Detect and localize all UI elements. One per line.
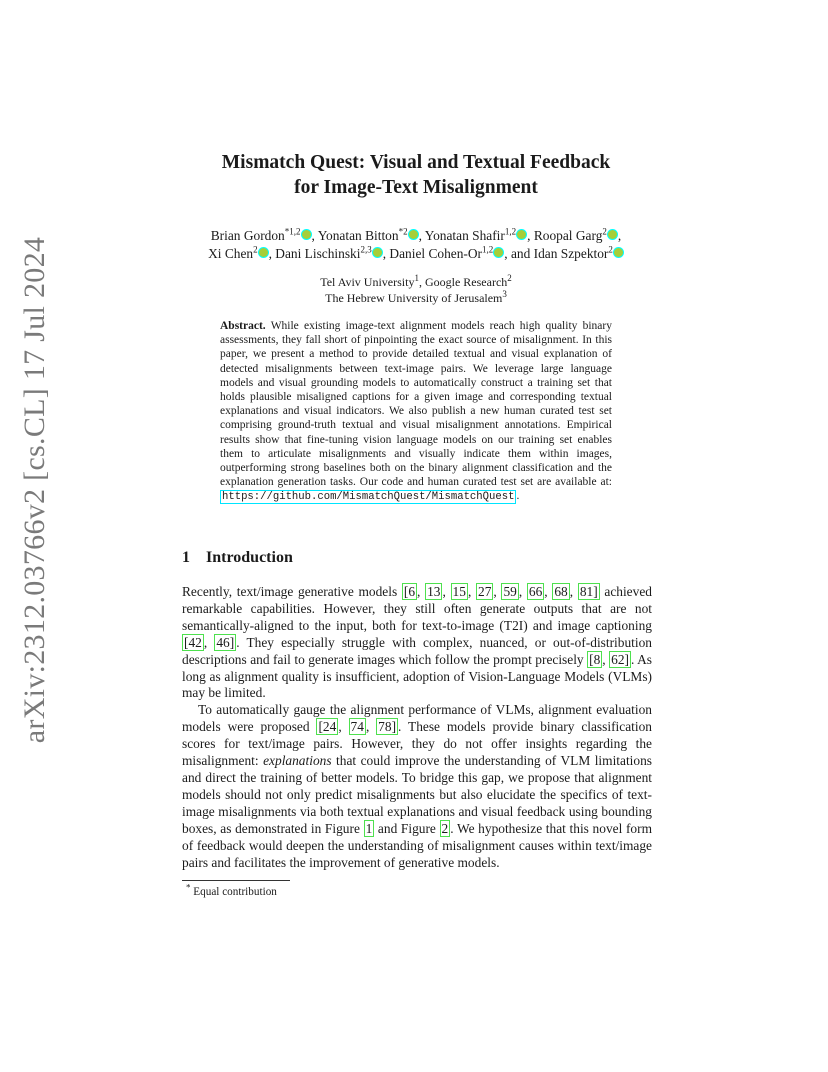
citation-link[interactable]: [6 bbox=[403, 584, 416, 599]
footnote-rule bbox=[182, 880, 290, 881]
paragraph: Recently, text/image generative models [6 , 13 , 15 , 27 , 59 , 66 , 68 , 81] achieved remarkable capabilities. However, they still often generate outputs that are not semantically-aligned to the input, both for text-to-image (T2I) and image captioning [42 , 46] . They especially struggle with complex, nuanced, or out-of-distribution descriptions and fail to generate images which follow the prompt precisely [8 , 62] . As long as alignment quality is insufficient, adoption of Vision-Language Models (VLMs) may be limited. bbox=[182, 584, 652, 701]
author-list: Brian Gordon$^{*1,2}$ , Yonatan Bitton$^{*2}$ , Yonatan Shafir$^{1,2}$ , Roopal Garg$^2$ , Xi Chen$^2$ , Dani Lischinski$^{2,3}$ , Daniel Cohen-Or$^{1,2}$ , and Idan Szpektor$^2$ bbox=[208, 226, 622, 261]
emphasis-text: explanations bbox=[263, 753, 332, 769]
title-line-2: for Image-Text Misalignment bbox=[294, 177, 538, 198]
abstract-label: Abstract. bbox=[220, 320, 266, 332]
author-name: and Idan Szpektor bbox=[510, 246, 609, 261]
citation-link[interactable]: 78] bbox=[378, 719, 397, 735]
footnote-mark: * bbox=[186, 882, 191, 893]
orcid-icon[interactable] bbox=[373, 248, 382, 257]
author-name: Brian Gordon bbox=[210, 228, 285, 243]
citation-link[interactable]: 13 bbox=[427, 584, 441, 599]
orcid-icon[interactable] bbox=[259, 248, 268, 257]
figure-link[interactable]: 1 bbox=[365, 820, 373, 836]
author-name: Daniel Cohen-Or bbox=[389, 246, 483, 261]
citation-link[interactable]: 59 bbox=[503, 584, 517, 599]
text-run: achieved remarkable capabilities. However, they still often generate outputs that are not semantically-aligned to the input, both for text-to-image (T2I) and image captioning bbox=[182, 584, 652, 633]
citation-link[interactable]: 74 bbox=[350, 719, 364, 735]
citation-link[interactable]: 66 bbox=[528, 584, 543, 599]
author-name: Xi Chen bbox=[208, 246, 254, 261]
title-line-1: Mismatch Quest: Visual and Textual Feedback bbox=[221, 152, 611, 173]
author-superscript: 1,2 bbox=[504, 226, 517, 237]
footnote-text: Equal contribution bbox=[193, 886, 277, 898]
author-superscript: *2 bbox=[398, 226, 408, 237]
abstract bbox=[220, 319, 612, 505]
affiliation-huji: The Hebrew University of Jerusalem bbox=[325, 291, 503, 305]
text-run: Recently, text/image generative models bbox=[182, 584, 402, 599]
affiliation-superscript: 3 bbox=[502, 289, 507, 299]
citation-link[interactable]: 62] bbox=[611, 651, 629, 667]
text-run: . As long as alignment quality is insufficient, adoption of Vision-Language Models (VLMs) may be limited. bbox=[182, 651, 652, 701]
arxiv-side-stamp: arXiv:2312.03766v2 [cs.CL] 17 Jul 2024 bbox=[18, 236, 51, 744]
orcid-icon[interactable] bbox=[409, 230, 418, 239]
section-heading bbox=[182, 549, 652, 567]
citation-link[interactable]: [42 bbox=[184, 634, 202, 650]
citation-link[interactable]: 27 bbox=[478, 584, 492, 599]
orcid-icon[interactable] bbox=[517, 230, 526, 239]
orcid-icon[interactable] bbox=[302, 230, 311, 239]
affiliations bbox=[200, 274, 632, 306]
orcid-icon[interactable] bbox=[614, 248, 623, 257]
citation-link[interactable]: 68 bbox=[554, 584, 568, 599]
author-name: Yonatan Shafir bbox=[424, 228, 505, 243]
text-run: . These models provide binary classification scores for text/image pairs. However, they do not offer insights regarding the misalignment: bbox=[182, 719, 652, 769]
abstract-text: While existing image-text alignment models reach high quality binary assessments, they fall short of pinpointing the exact source of misalignment. In this paper, we present a method to provide detailed textual and visual explanation of detected misalignments between text-image pairs. We leverage large language models and visual grounding models to automatically construct a training set that holds plausible misaligned captions for a given image and corresponding textual explanations and visual indicators. We also publish a new human curated test set comprising ground-truth textual and visual misalignment annotations. Empirical results show that fine-tuning vision language models on our training set enables them to articulate misalignments and visually indicate them within images, outperforming strong baselines both on the binary alignment classification and the explanation generation tasks. Our code and human curated test set are available at: bbox=[220, 320, 612, 489]
body-text bbox=[182, 584, 652, 871]
affiliation-superscript: 1 bbox=[414, 273, 419, 283]
citation-link[interactable]: [8 bbox=[589, 651, 601, 667]
author-superscript: 1,2 bbox=[482, 244, 494, 255]
text-run: . They especially struggle with complex, nuanced, or out-of-distribution descriptions and fail to generate images which follow the prompt precisely bbox=[182, 634, 652, 667]
text-run: that could improve the understanding of VLM limitations and direct the training of better models. To bridge this gap, we propose that alignment models should not only predict misalignments but also elucidate the specifics of text-image misalignments via both textual explanations and visual feedback using bounding boxes, as demonstrated in Figure bbox=[182, 753, 652, 836]
affiliation-tau: Tel Aviv University bbox=[320, 275, 415, 289]
section-title: Introduction bbox=[206, 549, 293, 566]
affiliation-google: , Google Research bbox=[418, 275, 508, 289]
author-name: Yonatan Bitton bbox=[317, 228, 399, 243]
author-superscript: *1,2 bbox=[284, 226, 301, 237]
citation-link[interactable]: 81] bbox=[579, 584, 598, 599]
section-number: 1 bbox=[182, 549, 190, 566]
citation-link[interactable]: 15 bbox=[452, 584, 466, 599]
author-superscript: 2,3 bbox=[360, 244, 372, 255]
paragraph: To automatically gauge the alignment performance of VLMs, alignment evaluation models were proposed [24 , 74 , 78] . These models provide binary classification scores for text/image pairs. However, they do not offer insights regarding the misalignment: explanations that could improve the understanding of VLM limitations and direct the training of better models. To bridge this gap, we propose that alignment models should not only predict misalignments but also elucidate the specifics of text-image misalignments via both textual explanations and visual feedback using bounding boxes, as demonstrated in Figure 1 and Figure 2 . We hypothesize that this novel form of feedback would deepen the understanding of misalignment causes within text/image pairs and facilitates the improvement of generative models. bbox=[182, 702, 652, 870]
orcid-icon[interactable] bbox=[494, 248, 503, 257]
author-superscript: 2 bbox=[602, 226, 607, 237]
text-run: To automatically gauge the alignment performance of VLMs, alignment evaluation models were proposed bbox=[182, 702, 652, 735]
affiliation-superscript: 2 bbox=[507, 273, 512, 283]
figure-link[interactable]: 2 bbox=[441, 820, 449, 836]
text-run: and Figure bbox=[374, 820, 440, 836]
footnote bbox=[186, 882, 486, 898]
citation-link[interactable]: [24 bbox=[318, 719, 337, 735]
paper-title bbox=[140, 150, 692, 200]
code-url-link[interactable]: https://github.com/MismatchQuest/MismatchQuest bbox=[222, 491, 515, 504]
author-superscript: 2 bbox=[608, 244, 613, 255]
orcid-icon[interactable] bbox=[608, 230, 617, 239]
author-name: Roopal Garg bbox=[533, 228, 603, 243]
author-name: Dani Lischinski bbox=[275, 246, 361, 261]
citation-link[interactable]: 46] bbox=[216, 634, 235, 650]
text-run: . We hypothesize that this novel form of feedback would deepen the understanding of misalignment causes within text/image pairs and facilitates the improvement of generative models. bbox=[182, 820, 652, 870]
author-superscript: 2 bbox=[253, 244, 258, 255]
abstract-end-punct: . bbox=[516, 490, 520, 503]
